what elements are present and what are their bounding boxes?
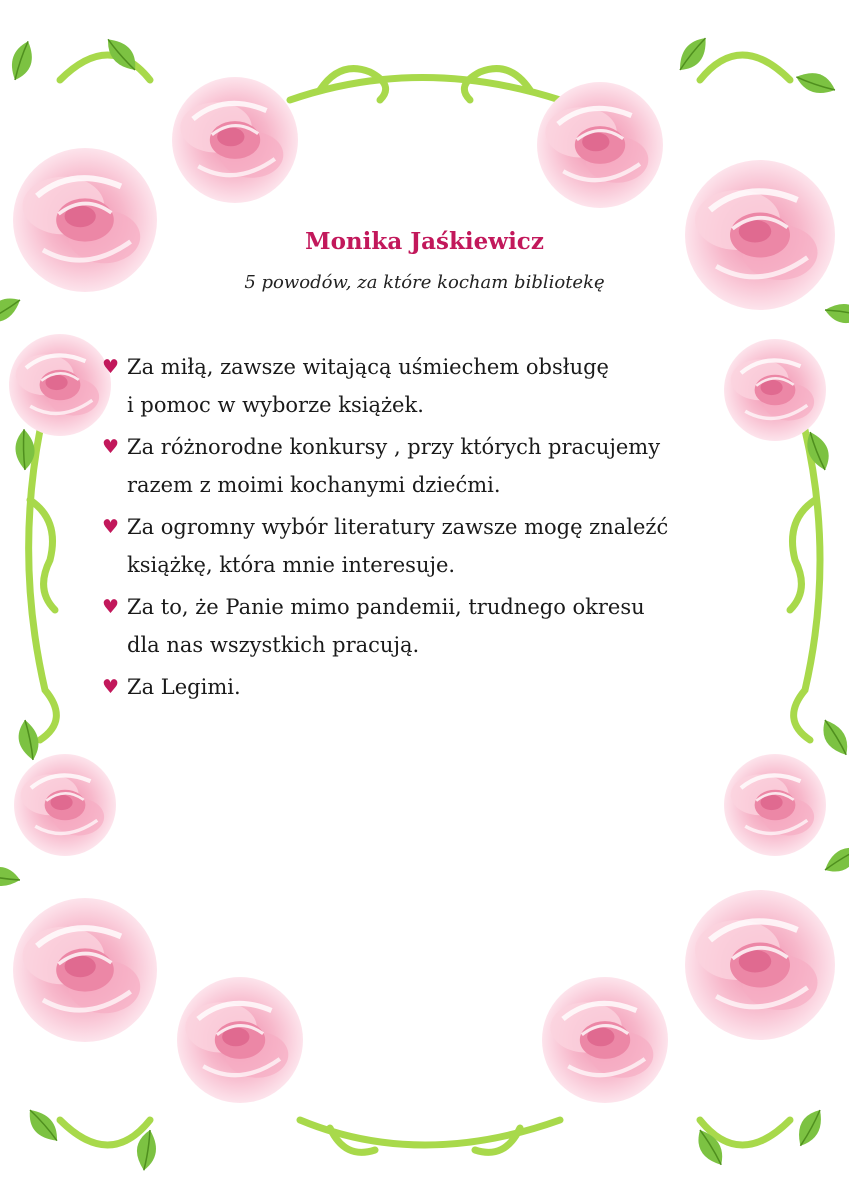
list-item xyxy=(102,508,752,584)
list-item xyxy=(102,348,752,424)
heart-icon: ♥ xyxy=(102,676,120,698)
reason-line: Za Legimi. xyxy=(127,675,241,699)
reason-line: razem z moimi kochanymi dziećmi. xyxy=(127,473,501,497)
reason-line: książkę, która mnie interesuje. xyxy=(127,553,456,577)
reason-line: Za różnorodne konkursy , przy których pracujemy xyxy=(127,435,661,459)
list-item xyxy=(102,428,752,504)
heart-icon: ♥ xyxy=(102,436,120,458)
reasons-list xyxy=(102,348,752,710)
reason-line: Za miłą, zawsze witającą uśmiechem obsługę xyxy=(127,355,609,379)
reason-line: Za ogromny wybór literatury zawsze mogę znaleźć xyxy=(127,515,669,539)
author-name: Monika Jaśkiewicz xyxy=(305,228,544,255)
subtitle: 5 powodów, za które kocham bibliotekę xyxy=(244,272,605,293)
list-item xyxy=(102,588,752,664)
heart-icon: ♥ xyxy=(102,356,120,378)
reason-line: i pomoc w wyborze książek. xyxy=(127,393,424,417)
heart-icon: ♥ xyxy=(102,516,120,538)
heart-icon: ♥ xyxy=(102,596,120,618)
reason-line: dla nas wszystkich pracują. xyxy=(127,633,420,657)
reason-line: Za to, że Panie mimo pandemii, trudnego okresu xyxy=(127,595,645,619)
list-item xyxy=(102,668,752,706)
